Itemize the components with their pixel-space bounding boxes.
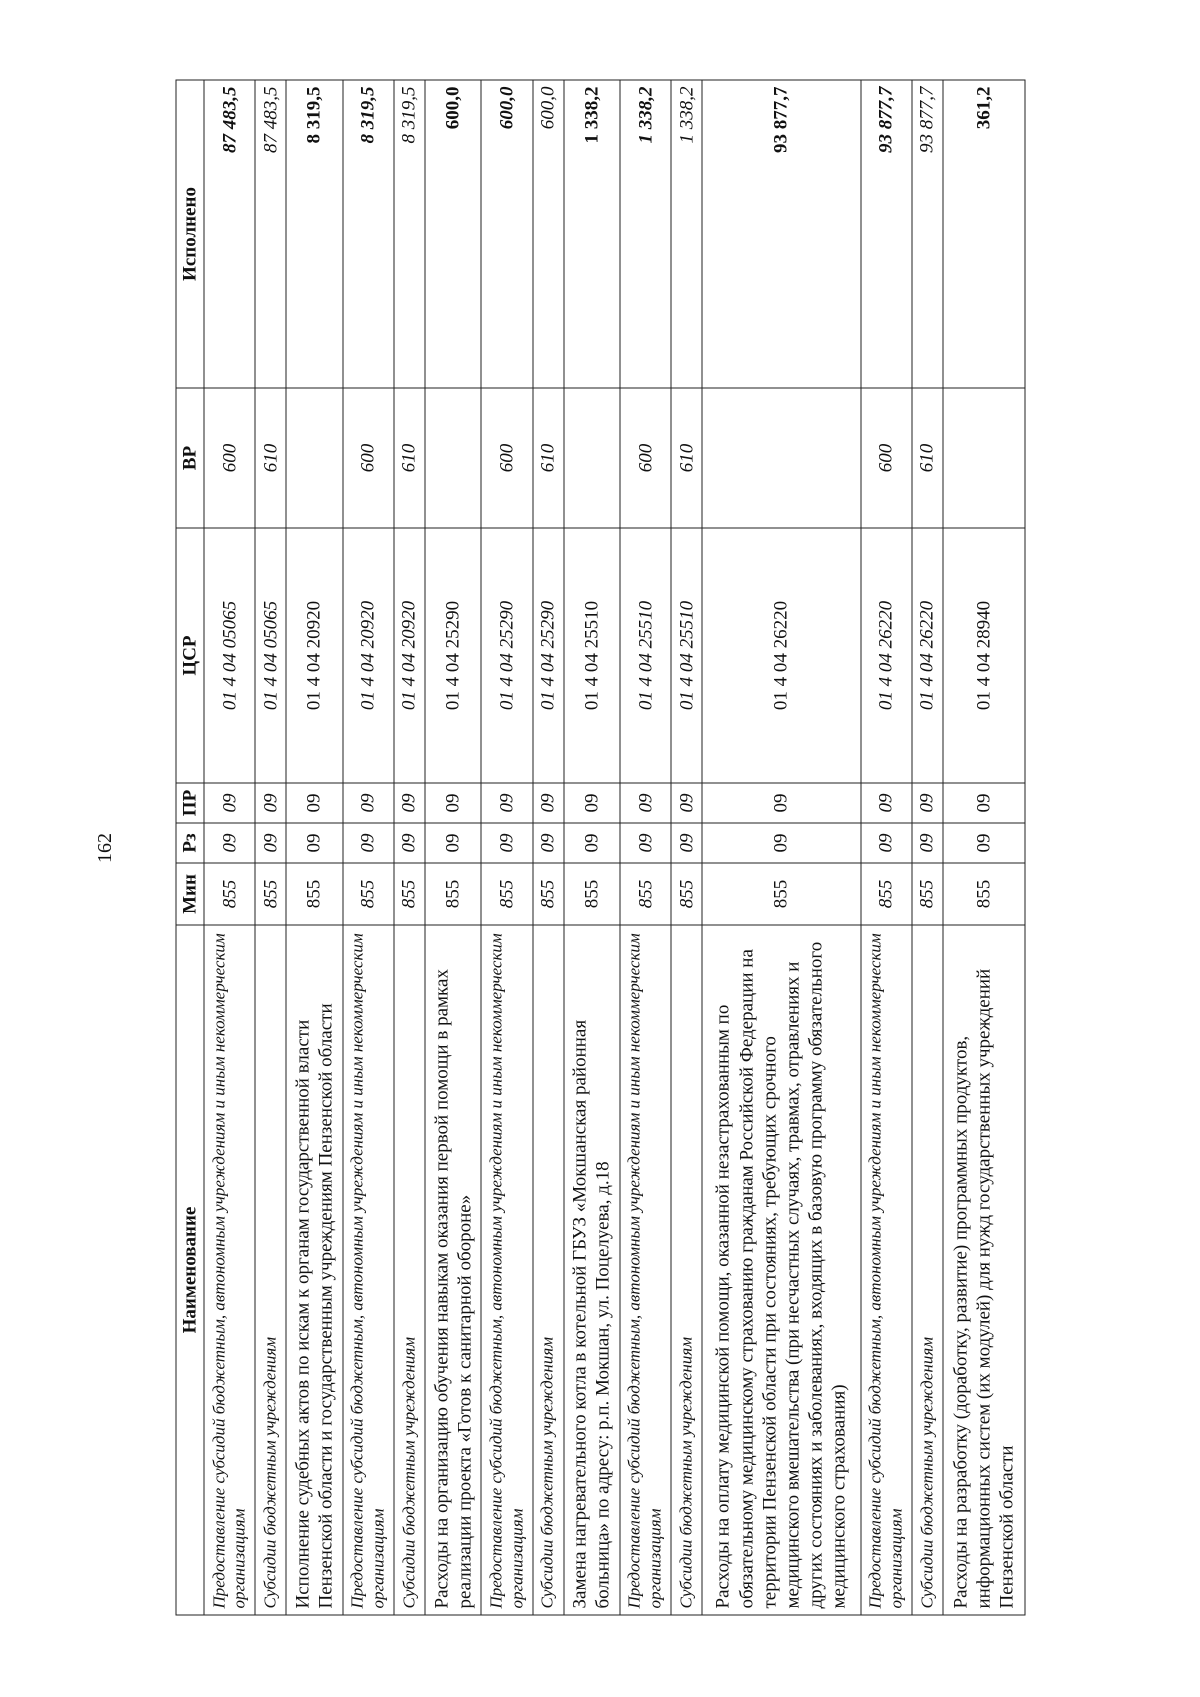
cell-vr: 600 [204, 388, 255, 528]
cell-csr: 01 4 04 25290 [481, 528, 532, 783]
cell-csr: 01 4 04 26220 [702, 528, 861, 783]
cell-name: Исполнение судебных актов по искам к органам государственной власти Пензенской области и государственным учреждениям Пензенской области [286, 925, 343, 1615]
cell-name: Предоставление субсидий бюджетным, автономным учреждениям и иным некоммерческим организациям [620, 925, 671, 1615]
cell-sum: 93 877,7 [912, 80, 943, 388]
cell-rz: 09 [943, 823, 1025, 863]
cell-vr: 610 [394, 388, 425, 528]
cell-min: 855 [425, 863, 482, 925]
cell-min: 855 [620, 863, 671, 925]
cell-sum: 1 338,2 [620, 80, 671, 388]
table-row [481, 80, 532, 1615]
cell-min: 855 [394, 863, 425, 925]
table-row [394, 80, 425, 1615]
table-row [620, 80, 671, 1615]
cell-rz: 09 [533, 823, 564, 863]
cell-pr: 09 [394, 783, 425, 823]
cell-name: Субсидии бюджетным учреждениям [912, 925, 943, 1615]
cell-pr: 09 [620, 783, 671, 823]
cell-rz: 09 [861, 823, 912, 863]
cell-pr: 09 [204, 783, 255, 823]
cell-csr: 01 4 04 25510 [620, 528, 671, 783]
cell-csr: 01 4 04 20920 [343, 528, 394, 783]
header-rz: Рз [176, 823, 204, 863]
cell-sum: 600,0 [533, 80, 564, 388]
cell-csr: 01 4 04 25290 [533, 528, 564, 783]
table-header-row [176, 80, 204, 1615]
cell-csr: 01 4 04 20920 [394, 528, 425, 783]
cell-rz: 09 [425, 823, 482, 863]
cell-csr: 01 4 04 05065 [204, 528, 255, 783]
cell-rz: 09 [702, 823, 861, 863]
cell-min: 855 [702, 863, 861, 925]
cell-vr: 610 [533, 388, 564, 528]
cell-rz: 09 [671, 823, 702, 863]
cell-csr: 01 4 04 28940 [943, 528, 1025, 783]
header-csr: ЦСР [176, 528, 204, 783]
cell-name: Расходы на разработку (доработку, развитие) программных продуктов, информационных систем (их модулей) для нужд государственных учреждений Пензенской области [943, 925, 1025, 1615]
cell-sum: 600,0 [481, 80, 532, 388]
cell-vr: 600 [481, 388, 532, 528]
cell-name: Предоставление субсидий бюджетным, автономным учреждениям и иным некоммерческим организациям [204, 925, 255, 1615]
cell-rz: 09 [286, 823, 343, 863]
page-number: 162 [94, 833, 116, 863]
cell-rz: 09 [564, 823, 621, 863]
cell-vr: 610 [671, 388, 702, 528]
cell-name: Предоставление субсидий бюджетным, автономным учреждениям и иным некоммерческим организациям [343, 925, 394, 1615]
cell-vr: 600 [861, 388, 912, 528]
cell-pr: 09 [255, 783, 286, 823]
cell-sum: 600,0 [425, 80, 482, 388]
cell-rz: 09 [481, 823, 532, 863]
cell-pr: 09 [343, 783, 394, 823]
cell-min: 855 [481, 863, 532, 925]
cell-min: 855 [286, 863, 343, 925]
cell-vr [564, 388, 621, 528]
cell-pr: 09 [564, 783, 621, 823]
cell-name: Субсидии бюджетным учреждениям [255, 925, 286, 1615]
table-row [943, 80, 1025, 1615]
cell-csr: 01 4 04 05065 [255, 528, 286, 783]
cell-csr: 01 4 04 26220 [912, 528, 943, 783]
cell-rz: 09 [343, 823, 394, 863]
table-row [671, 80, 702, 1615]
cell-vr: 610 [912, 388, 943, 528]
table-row [564, 80, 621, 1615]
cell-sum: 87 483,5 [204, 80, 255, 388]
cell-vr: 600 [620, 388, 671, 528]
header-sum: Исполнено [176, 80, 204, 388]
cell-sum: 1 338,2 [564, 80, 621, 388]
table-row [343, 80, 394, 1615]
cell-csr: 01 4 04 25290 [425, 528, 482, 783]
cell-vr: 610 [255, 388, 286, 528]
cell-csr: 01 4 04 25510 [671, 528, 702, 783]
cell-vr [286, 388, 343, 528]
cell-pr: 09 [533, 783, 564, 823]
cell-min: 855 [255, 863, 286, 925]
table-row [286, 80, 343, 1615]
cell-min: 855 [912, 863, 943, 925]
cell-sum: 8 319,5 [394, 80, 425, 388]
cell-pr: 09 [425, 783, 482, 823]
cell-rz: 09 [255, 823, 286, 863]
cell-pr: 09 [912, 783, 943, 823]
budget-table [176, 80, 1026, 1616]
table-row [255, 80, 286, 1615]
cell-rz: 09 [204, 823, 255, 863]
cell-pr: 09 [671, 783, 702, 823]
cell-rz: 09 [912, 823, 943, 863]
cell-csr: 01 4 04 26220 [861, 528, 912, 783]
cell-name: Субсидии бюджетным учреждениям [533, 925, 564, 1615]
cell-min: 855 [564, 863, 621, 925]
cell-pr: 09 [702, 783, 861, 823]
header-min: Мин [176, 863, 204, 925]
cell-min: 855 [943, 863, 1025, 925]
cell-pr: 09 [943, 783, 1025, 823]
header-name: Наименование [176, 925, 204, 1615]
cell-csr: 01 4 04 20920 [286, 528, 343, 783]
cell-name: Предоставление субсидий бюджетным, автономным учреждениям и иным некоммерческим организациям [481, 925, 532, 1615]
cell-sum: 8 319,5 [343, 80, 394, 388]
table-row [912, 80, 943, 1615]
table-row [425, 80, 482, 1615]
cell-vr: 600 [343, 388, 394, 528]
cell-name: Замена нагревательного котла в котельной ГБУЗ «Мокшанская районная больница» по адресу: р.п. Мокшан, ул. Поцелуева, д.18 [564, 925, 621, 1615]
cell-name: Расходы на оплату медицинской помощи, оказанной незастрахованным по обязательному медицинскому страхованию гражданам Российской Федерации на территории Пензенской области при состояниях, требующих срочного медицинского вмешательства (при несчастных случаях, травмах, отравлениях и других состояниях и заболеваниях, входящих в базовую программу обязательного медицинского страхования) [702, 925, 861, 1615]
table-row [204, 80, 255, 1615]
cell-vr [425, 388, 482, 528]
cell-vr [702, 388, 861, 528]
table-row [702, 80, 861, 1615]
cell-min: 855 [861, 863, 912, 925]
cell-sum: 8 319,5 [286, 80, 343, 388]
cell-min: 855 [204, 863, 255, 925]
header-vr: ВР [176, 388, 204, 528]
table-row [533, 80, 564, 1615]
header-pr: ПР [176, 783, 204, 823]
cell-csr: 01 4 04 25510 [564, 528, 621, 783]
cell-name: Субсидии бюджетным учреждениям [394, 925, 425, 1615]
cell-min: 855 [533, 863, 564, 925]
cell-sum: 361,2 [943, 80, 1025, 388]
cell-vr [943, 388, 1025, 528]
cell-sum: 93 877,7 [861, 80, 912, 388]
cell-rz: 09 [394, 823, 425, 863]
table-row [861, 80, 912, 1615]
cell-pr: 09 [861, 783, 912, 823]
cell-name: Расходы на организацию обучения навыкам оказания первой помощи в рамках реализации проекта «Готов к санитарной обороне» [425, 925, 482, 1615]
cell-pr: 09 [481, 783, 532, 823]
cell-sum: 87 483,5 [255, 80, 286, 388]
rotated-table-container [176, 81, 1026, 1616]
cell-pr: 09 [286, 783, 343, 823]
cell-min: 855 [671, 863, 702, 925]
cell-rz: 09 [620, 823, 671, 863]
cell-name: Субсидии бюджетным учреждениям [671, 925, 702, 1615]
cell-sum: 1 338,2 [671, 80, 702, 388]
cell-name: Предоставление субсидий бюджетным, автономным учреждениям и иным некоммерческим организациям [861, 925, 912, 1615]
cell-min: 855 [343, 863, 394, 925]
cell-sum: 93 877,7 [702, 80, 861, 388]
